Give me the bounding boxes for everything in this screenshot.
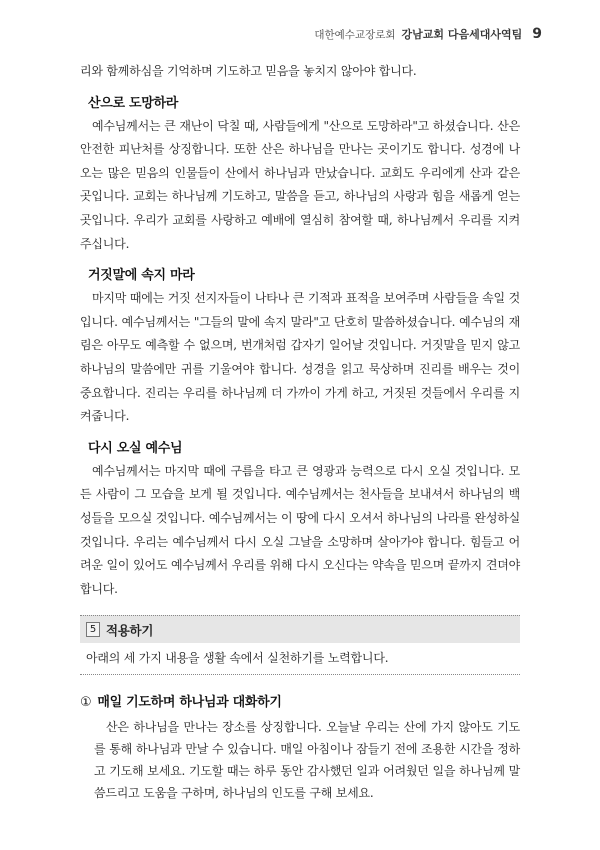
apply-intro: 아래의 세 가지 내용을 생활 속에서 실천하기를 노력합니다. (80, 643, 520, 675)
header-org: 대한예수교장로회 (314, 29, 396, 41)
intro-line: 리와 함께하심을 기억하며 기도하고 믿음을 놓치지 않아야 합니다. (80, 64, 417, 78)
running-header (314, 26, 542, 42)
section-heading-lies: 거짓말에 속지 마라 (88, 268, 195, 284)
page-number: 9 (532, 26, 542, 42)
apply-item-body: 산은 하나님을 만나는 장소를 상징합니다. 오늘날 우리는 산에 가지 않아도 기도를 통해 하나님과 만날 수 있습니다. 매일 아침이나 잠들기 전에 조용한 시간을 정하고 기도해 보세요. 기도할 때는 하루 동안 감사했던 일과 어려웠던 일을 하나님께 말씀드리고 도움을 구하며, 하나님의 인도를 구해 보세요. (94, 720, 520, 801)
section-body-mountain: 예수님께서는 큰 재난이 닥칠 때, 사람들에게 "산으로 도망하라"고 하셨습니다. 산은 안전한 피난처를 상징합니다. 또한 산은 하나님을 만나는 곳이기도 합니다. 성경에 나오는 많은 믿음의 인물들이 산에서 하나님과 만났습니다. 교회도 우리에게 산과 같은 곳입니다. 교회는 하나님께 기도하고, 말씀을 듣고, 하나님의 사랑과 힘을 새롭게 얻는 곳입니다. 우리가 교회를 사랑하고 예배에 열심히 참여할 때, 하나님께서 우리를 지켜 주십니다. (80, 118, 520, 251)
section-body-return: 예수님께서는 마지막 때에 구름을 타고 큰 영광과 능력으로 다시 오실 것입니다. 모든 사람이 그 모습을 보게 될 것입니다. 예수님께서는 천사들을 보내셔서 하나님의 백성들을 모으실 것입니다. 예수님께서는 이 땅에 다시 오셔서 하나님의 나라를 완성하실 것입니다. 우리는 예수님께서 다시 오실 그날을 소망하며 살아가야 합니다. 힘들고 어려운 일이 있어도 예수님께서 우리를 위해 다시 오신다는 약속을 믿으며 끝까지 견뎌야 합니다. (80, 463, 520, 596)
apply-item-marker: ① (80, 695, 92, 711)
apply-section-bar (80, 615, 520, 643)
apply-item-heading (80, 691, 520, 710)
section-body-lies: 마지막 때에는 거짓 선지자들이 나타나 큰 기적과 표적을 보여주며 사람들을 속일 것입니다. 예수님께서는 "그들의 말에 속지 말라"고 단호히 말씀하셨습니다. 예수님의 재림은 아무도 예측할 수 없으며, 번개처럼 갑자기 일어날 것입니다. 거짓말을 믿지 않고 하나님의 말씀에만 귀를 기울여야 합니다. 성경을 읽고 묵상하며 진리를 배우는 것이 중요합니다. 진리는 우리를 하나님께 더 가까이 가게 하고, 거짓된 것들에서 우리를 지켜줍니다. (80, 291, 520, 424)
apply-section-number: 5 (86, 622, 100, 637)
apply-item-title: 매일 기도하며 하나님과 대화하기 (97, 695, 282, 711)
page-content (80, 60, 520, 804)
section-heading-return: 다시 오실 예수님 (88, 440, 183, 456)
header-team: 강남교회 다음세대사역팀 (401, 28, 523, 41)
apply-section-title: 적용하기 (106, 622, 154, 638)
section-heading-mountain: 산으로 도망하라 (88, 95, 179, 111)
